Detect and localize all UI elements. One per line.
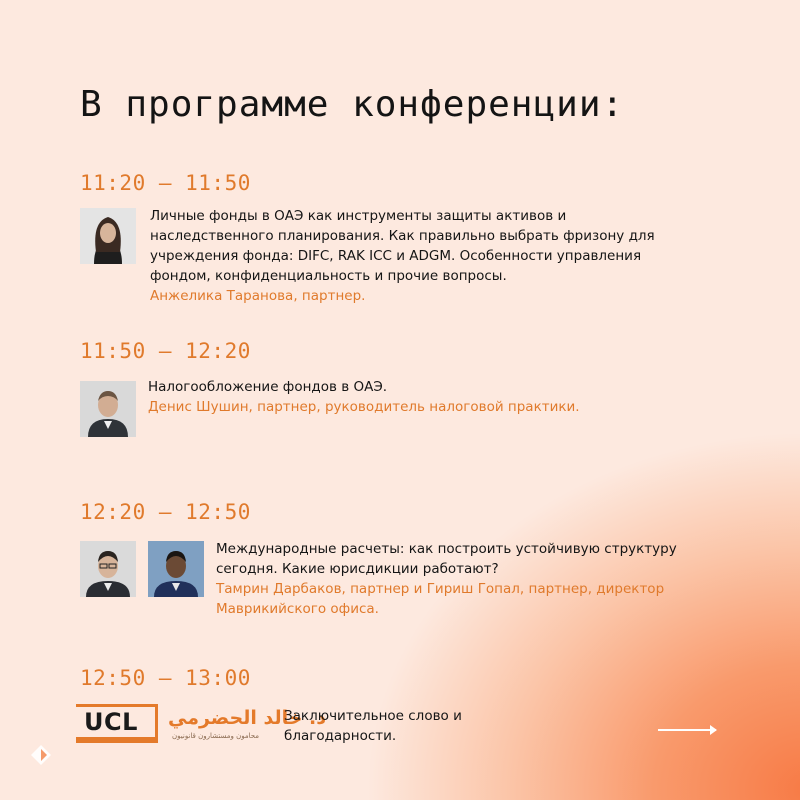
session-3-speaker: Тамрин Дарбаков, партнер и Гириш Гопал, партнер, директор Маврикийского офиса. xyxy=(216,581,665,617)
ucl-logo-arabic: د. خالد الحضرمي xyxy=(168,707,327,729)
session-2-text: Налогообложение фондов в ОАЭ. xyxy=(148,379,388,395)
session-3-time: 12:20 – 12:50 xyxy=(80,500,251,524)
session-4-description xyxy=(284,706,474,746)
session-2-time: 11:50 – 12:20 xyxy=(80,339,251,363)
session-4-time: 12:50 – 13:00 xyxy=(80,666,251,690)
session-1-text: Личные фонды в ОАЭ как инструменты защиты активов и наследственного планирования. Как правильно выбрать фризону для учреждения фонда: DIFC, RAK ICC и ADGM. Особенности управления фондом, конфиденциальность и прочие вопросы. xyxy=(150,208,655,284)
ucl-logo-text: UCL xyxy=(84,708,138,736)
ucl-logo-bar xyxy=(76,737,158,743)
ucl-logo xyxy=(76,704,327,744)
session-1-description xyxy=(150,206,670,306)
ucl-logo-arabic-sub: محامون ومستشارون قانونيون xyxy=(172,732,259,740)
speaker-photo-taranova xyxy=(80,208,136,264)
session-3-description xyxy=(216,539,716,619)
speaker-photo-shushin xyxy=(80,381,136,437)
arrow-right-icon[interactable] xyxy=(658,729,716,731)
session-1-time: 11:20 – 11:50 xyxy=(80,171,251,195)
speaker-photo-gopal xyxy=(148,541,204,597)
session-4-text: Заключительное слово и благодарности. xyxy=(284,708,462,744)
page-title: В программе конференции: xyxy=(80,84,625,125)
brand-corner-icon xyxy=(30,744,52,770)
session-1-speaker: Анжелика Таранова, партнер. xyxy=(150,288,366,304)
session-2-speaker: Денис Шушин, партнер, руководитель налоговой практики. xyxy=(148,399,580,415)
speaker-photo-darbakov xyxy=(80,541,136,597)
session-2-description xyxy=(148,377,668,417)
session-3-text: Международные расчеты: как построить устойчивую структуру сегодня. Какие юрисдикции работают? xyxy=(216,541,677,577)
